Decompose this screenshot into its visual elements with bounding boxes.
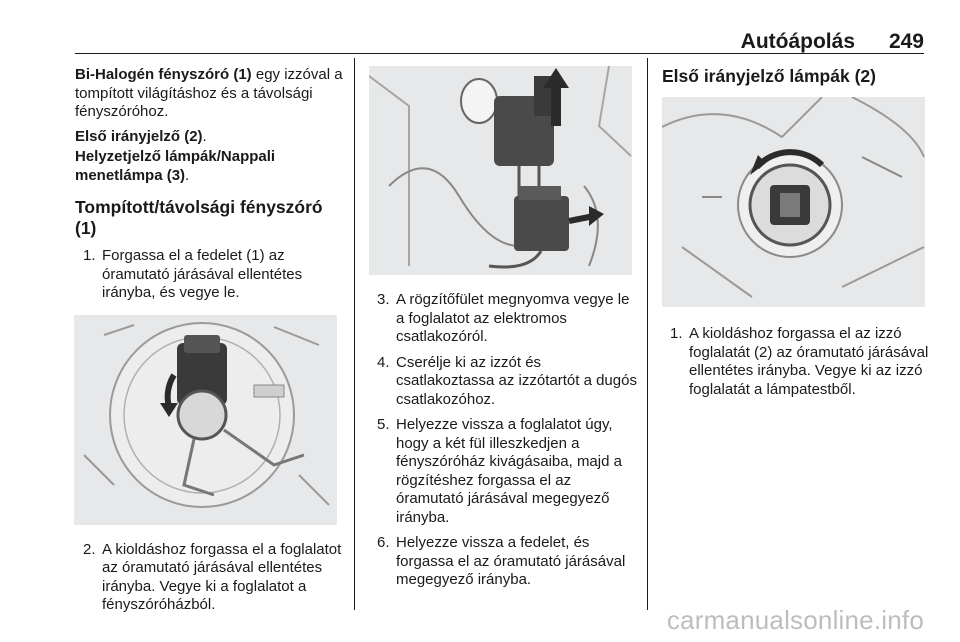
column-2	[369, 66, 637, 597]
intro-paragraph-3: Helyzetjelző lámpák/Nappali menetlámpa (3).	[75, 148, 276, 184]
section-heading-indicator: Első irányjelző lámpák (2)	[662, 66, 876, 86]
page-number: 249	[888, 30, 924, 53]
column-1	[75, 66, 343, 622]
column-separator-1	[354, 58, 355, 610]
intro-paragraph-1: Bi-Halogén fényszóró (1) egy izzóval a tompított világításhoz és a távolsági fényszóróhoz.	[75, 66, 343, 120]
header-title: Autóápolás	[740, 30, 855, 53]
step-1: 1. Forgassa el a fedelet (1) az óramutató járásával ellentétes irányba, és vegye le.	[83, 247, 303, 301]
header-rule	[75, 53, 924, 54]
step-4: 4. Cserélje ki az izzót és csatlakoztassa az izzótartót a dugós csatlakozóhoz.	[377, 353, 637, 408]
watermark: carmanualsonline.info	[666, 605, 924, 635]
figure-indicator-bulb	[662, 97, 925, 307]
column-separator-2	[647, 58, 648, 610]
figure-cover-bulb	[74, 315, 337, 525]
step-1-indicator: 1. A kioldáshoz forgassa el az izzó foglalatát (2) az óramutató járásával ellentétes irányba. Vegye ki az izzó foglalatát a lámpatestből.	[670, 325, 929, 398]
step-3: 3. A rögzítőfület megnyomva vegye le a foglalatot az elektromos csatlakozóról.	[377, 291, 630, 345]
column-3	[662, 66, 930, 406]
step-6: 6. Helyezze vissza a fedelet, és forgassa el az óramutató járásával megegyező irányba.	[377, 534, 626, 588]
intro-paragraph-2: Első irányjelző (2).	[75, 127, 207, 145]
figure-bulb-connector	[369, 66, 632, 275]
step-5: 5. Helyezze vissza a foglalatot úgy, hogy a két fül illeszkedjen a fényszóróház kivágásaiba, majd a rögzítéshez forgassa el az óramutató járásával megegyező irányba.	[377, 416, 622, 526]
section-heading-headlight: Tompított/távolsági fényszóró (1)	[75, 197, 323, 238]
step-2: 2. A kioldáshoz forgassa el a foglalatot az óramutató járásával ellentétes irányba. Vegye ki a foglalatot a fényszóróházból.	[83, 540, 342, 613]
